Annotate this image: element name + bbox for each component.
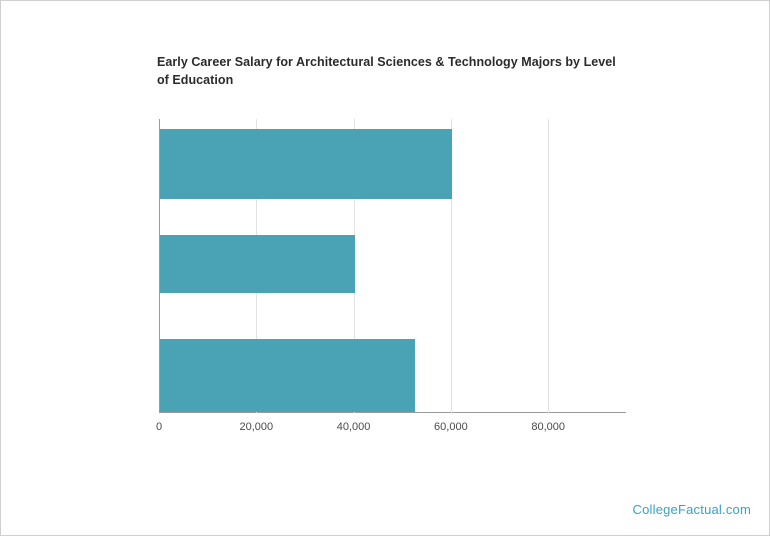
x-tick-label-4: 80,000: [531, 421, 565, 433]
chart-title: Early Career Salary for Architectural Sciences & Technology Majors by Level of Education: [157, 55, 616, 88]
plot-area: [159, 119, 626, 413]
bar-3: [160, 339, 415, 412]
x-axis-line: [159, 412, 626, 413]
x-tick-label-3: 60,000: [434, 421, 468, 433]
gridline-80000: [548, 119, 549, 413]
bar-1: [160, 129, 452, 199]
x-tick-label-1: 20,000: [239, 421, 274, 433]
bar-2: [160, 235, 355, 293]
x-tick-label-2: 40,000: [336, 421, 371, 433]
site-watermark: CollegeFactual.com: [632, 502, 751, 517]
x-tick-label-0: 0: [155, 421, 163, 433]
